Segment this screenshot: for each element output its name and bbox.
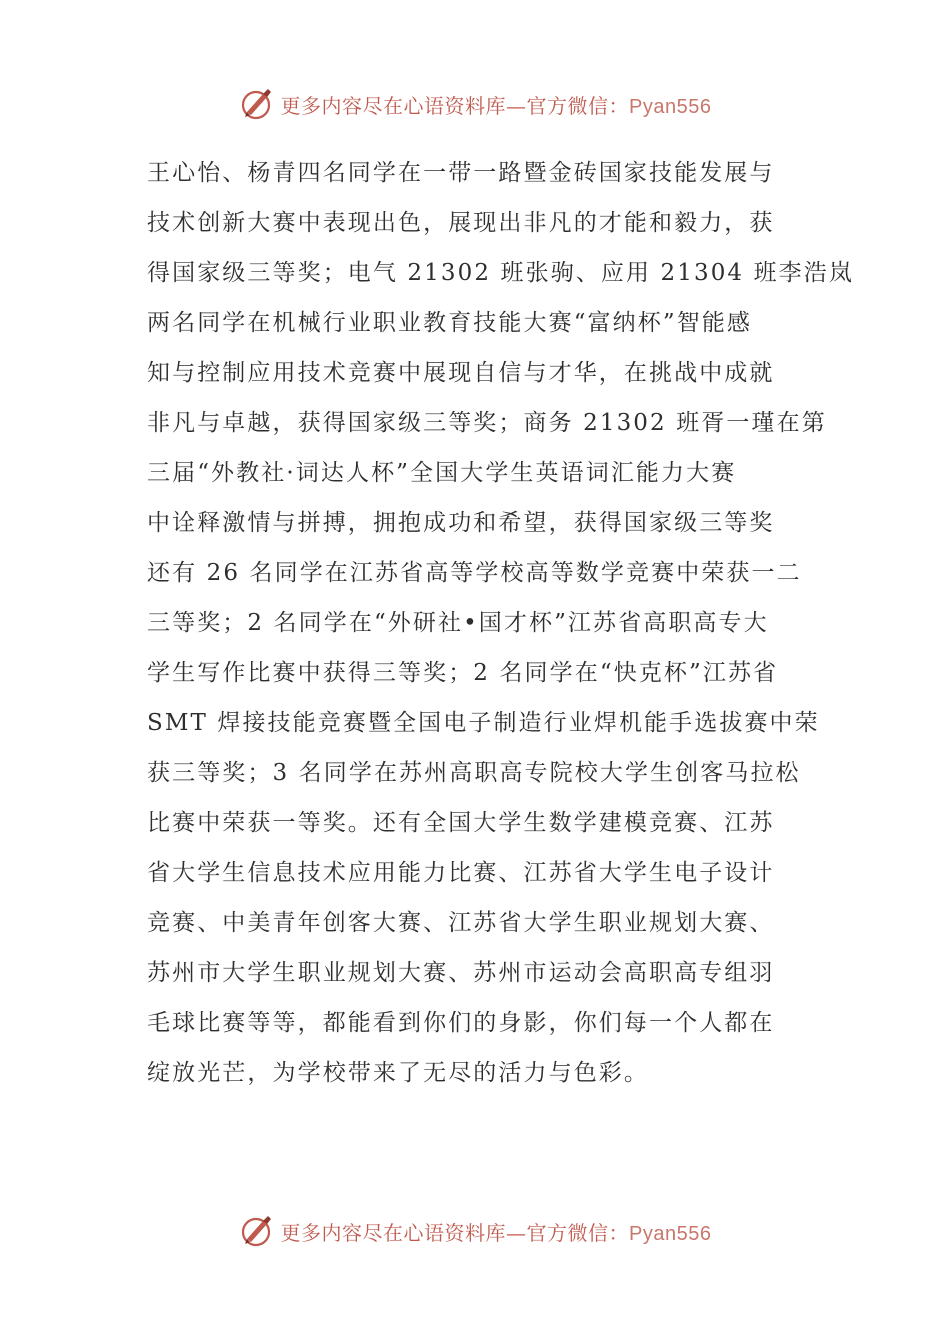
paragraph-line: 比赛中荣获一等奖。还有全国大学生数学建模竞赛、江苏 [147,810,775,836]
watermark-label: 更多内容尽在心语资料库—官方微信： [280,1220,630,1245]
watermark-text [281,90,712,119]
pen-circle-icon [239,1213,275,1249]
watermark-text [281,1217,712,1246]
pen-circle-icon [239,86,275,122]
header-watermark [0,84,950,124]
paragraph-line: 学生写作比赛中获得三等奖；2 名同学在“快克杯”江苏省 [147,660,779,686]
footer-watermark [0,1211,950,1251]
watermark-label: 更多内容尽在心语资料库—官方微信： [280,93,630,118]
paragraph-line: 三届“外教社·词达人杯”全国大学生英语词汇能力大赛 [147,460,737,486]
paragraph-line: 知与控制应用技术竞赛中展现自信与才华，在挑战中成就 [147,360,775,386]
paragraph-line: 毛球比赛等等，都能看到你们的身影，你们每一个人都在 [147,1010,775,1036]
paragraph-line: 技术创新大赛中表现出色，展现出非凡的才能和毅力，获 [147,210,775,236]
paragraph-line: 竞赛、中美青年创客大赛、江苏省大学生职业规划大赛、 [147,910,775,936]
paragraph-line: 非凡与卓越，获得国家级三等奖；商务 21302 班胥一瑾在第 [147,410,827,436]
paragraph-line: 王心怡、杨青四名同学在一带一路暨金砖国家技能发展与 [147,160,775,186]
paragraph-line: 还有 26 名同学在江苏省高等学校高等数学竞赛中荣获一二 [147,560,802,586]
paragraph-line: 得国家级三等奖；电气 21302 班张驹、应用 21304 班李浩岚 [147,260,854,286]
watermark-wechat-id: Pyan556 [629,1222,712,1245]
paragraph-line: 两名同学在机械行业职业教育技能大赛“富纳杯”智能感 [147,310,753,336]
paragraph-line: SMT 焊接技能竞赛暨全国电子制造行业焊机能手选拔赛中荣 [147,710,820,736]
paragraph-line: 苏州市大学生职业规划大赛、苏州市运动会高职高专组羽 [147,960,775,986]
paragraph-line: 中诠释激情与拼搏，拥抱成功和希望，获得国家级三等奖 [147,510,775,536]
paragraph-line: 三等奖；2 名同学在“外研社•国才杯”江苏省高职高专大 [147,610,769,636]
document-body [147,148,854,1098]
watermark-wechat-id: Pyan556 [629,95,712,118]
paragraph-line: 获三等奖；3 名同学在苏州高职高专院校大学生创客马拉松 [147,760,801,786]
paragraph-line: 绽放光芒，为学校带来了无尽的活力与色彩。 [147,1060,649,1086]
paragraph-line: 省大学生信息技术应用能力比赛、江苏省大学生电子设计 [147,860,775,886]
